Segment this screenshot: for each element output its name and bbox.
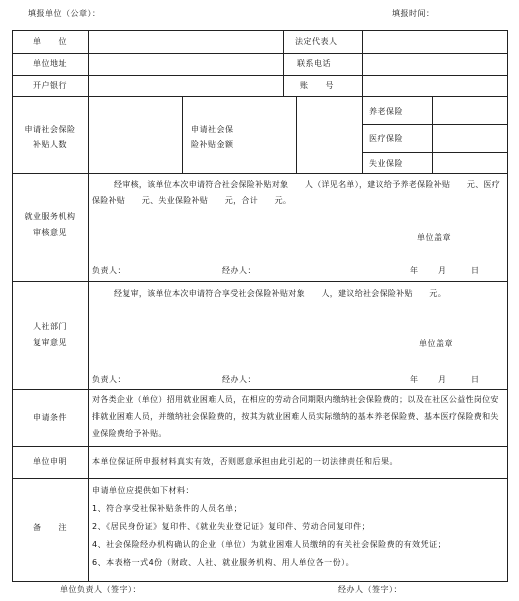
unemployment-insurance-label: 失业保险 [369, 159, 403, 168]
hr-review-day: 日 [471, 375, 480, 384]
filling-time-label: 填报时间： [392, 9, 435, 18]
unit-head-signature-label: 单位负责人（签字）： [60, 585, 141, 594]
hr-review-text: 经复审，该单位本次申请符合享受社会保险补贴对象 人，建议给社会保险补贴 元。 [114, 289, 446, 298]
bank-label: 开户银行 [33, 81, 67, 90]
employment-review-responsible: 负责人： [92, 266, 126, 275]
employment-review-year: 年 [410, 266, 419, 275]
apply-amount-label-2: 险补贴金额 [191, 140, 234, 149]
handler-signature-label: 经办人（签字）： [338, 585, 402, 594]
contact-phone-label: 联系电话 [297, 59, 331, 68]
hr-review-seal: 单位盖章 [419, 339, 453, 348]
hr-review-handler: 经办人： [222, 375, 256, 384]
unit-label: 单 位 [33, 37, 67, 46]
notes-label: 备 注 [33, 523, 67, 532]
notes-item: 4、社会保险经办机构确认的企业（单位）为就业困难人员缴纳的有关社会保险费的有效凭证； [92, 540, 447, 549]
employment-review-text: 经审核，该单位本次申请符合社会保险补贴对象 人（详见名单），建议给予养老保险补贴 元、医疗保险补贴 元、失业保险补贴 元，合计 元。 [92, 180, 501, 205]
statement-text: 本单位保证所申报材料真实有效，否则愿意承担由此引起的一切法律责任和后果。 [92, 457, 398, 466]
employment-review-label-2: 审核意见 [33, 228, 67, 237]
notes-item: 6、本表格一式4份（财政、人社、就业服务机构、用人单位各一份）。 [92, 558, 355, 567]
employment-review-day: 日 [471, 266, 480, 275]
medical-insurance-label: 医疗保险 [369, 134, 403, 143]
employment-review-label: 就业服务机构 [24, 212, 76, 221]
notes-intro: 申请单位应提供如下材料： [92, 486, 194, 495]
conditions-text: 对各类企业（单位）招用就业困难人员，在相应的劳动合同期限内缴纳社会保险费的；以及在社区公益性岗位安排就业困难人员，并缴纳社会保险费的，按其为就业困难人员实际缴纳的基本养老保险费、基本医疗保险费和失业保险费给予补贴。 [92, 395, 499, 438]
apply-count-label: 申请社会保险 [24, 125, 76, 134]
hr-review-month: 月 [438, 375, 447, 384]
apply-count-label-2: 补贴人数 [33, 140, 67, 149]
conditions-label: 申请条件 [33, 413, 67, 422]
notes-item: 1、符合享受社保补贴条件的人员名单； [92, 504, 243, 513]
legal-representative-label: 法定代表人 [295, 37, 338, 46]
statement-label: 单位申明 [33, 457, 67, 466]
employment-review-handler: 经办人： [222, 266, 256, 275]
employment-review-seal: 单位盖章 [417, 233, 451, 242]
unit-address-label: 单位地址 [33, 59, 67, 68]
account-label: 账 号 [300, 81, 334, 90]
employment-review-month: 月 [438, 266, 447, 275]
hr-review-year: 年 [410, 375, 419, 384]
hr-review-label: 人社部门 [33, 322, 67, 331]
hr-review-label-2: 复审意见 [33, 338, 67, 347]
pension-insurance-label: 养老保险 [369, 107, 403, 116]
notes-item: 2、《居民身份证》复印件、《就业失业登记证》复印件、劳动合同复印件； [92, 522, 371, 531]
filling-unit-label: 填报单位（公章）： [28, 9, 101, 18]
apply-amount-label: 申请社会保 [191, 125, 234, 134]
hr-review-responsible: 负责人： [92, 375, 126, 384]
